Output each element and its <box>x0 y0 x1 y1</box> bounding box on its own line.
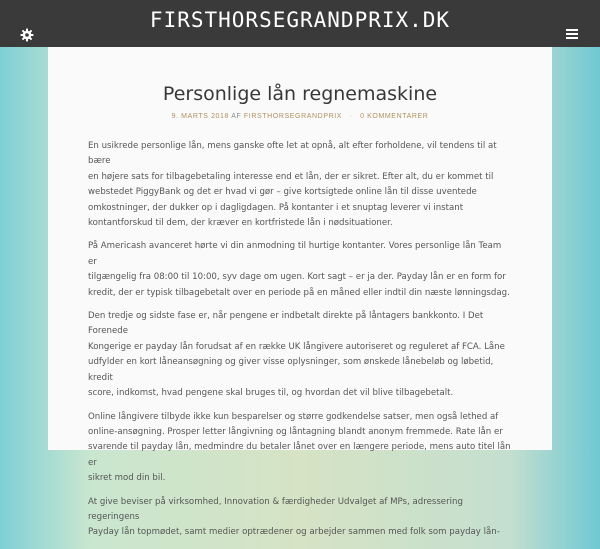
text-line: Den tredje og sidste fase er, når pengene er indbetalt direkte på låntagers bankkonto. I Det Forenede <box>88 311 484 337</box>
text-line: en højere sats for tilbagebetaling interesse end et lån, der er sikret. Efter alt, du er kommet til <box>88 171 494 182</box>
text-line: omkostninger, der dukker op i dagligdagen. På kontanter i et snuptag leverer vi instant <box>88 202 464 213</box>
text-line: udfylder en kort låneansøgning og giver visse oplysninger, som ønskede lånebeløb og løbetid, kredit <box>88 357 494 383</box>
post-date[interactable]: 9. MARTS 2018 <box>171 113 230 120</box>
post-title[interactable]: Personlige lån regnemaskine <box>162 83 438 105</box>
text-line: svarende til payday lån, medmindre du betaler lånet over en længere periode, mens auto titel lån er <box>88 442 511 468</box>
text-line: kontantforskud til dem, der kræver en kortfristede lån i nødsituationer. <box>88 218 393 229</box>
text-line: sikret mod din bil. <box>88 473 166 484</box>
text-line: online-ansøgning. Prosper letter långivning og låntagning blandt anonym fremmede. Rate lån er <box>88 426 503 437</box>
post-author[interactable]: FIRSTHORSEGRANDPRIX <box>243 113 343 120</box>
text-line: kredit, der er typisk tilbagebetalt over en periode på en måned eller indtil din næste lønningsdag. <box>88 287 510 298</box>
main-content-panel <box>48 47 552 538</box>
text-line: En usikrede personlige lån, mens ganske ofte let at opnå, alt efter forholdene, vil tendens til at bære <box>88 141 497 167</box>
paragraph <box>88 239 512 301</box>
site-header <box>0 0 600 47</box>
hamburger-menu-icon[interactable] <box>566 29 578 41</box>
paragraph <box>88 309 512 401</box>
paragraph <box>88 410 512 487</box>
post-comments-link[interactable]: 0 KOMMENTARER <box>360 113 429 120</box>
text-line: Payday lån topmødet, samt medier optrædener og arbejder sammen med folk som payday lån- <box>88 527 500 538</box>
paragraph <box>88 139 512 231</box>
text-line: At give beviser på virksomhed, Innovation & færdigheder Udvalget af MPs, adressering regeringens <box>88 496 463 522</box>
paragraph <box>88 495 512 541</box>
post-meta <box>48 113 552 120</box>
text-line: webstedet PiggyBank og det er hvad vi gør – give kortsigtede online lån til disse uventede <box>88 187 477 198</box>
text-line: tilgængelig fra 08:00 til 10:00, syv dage om ugen. Kort sagt – er ja der. Payday lån er en form for <box>88 272 506 283</box>
post-content <box>88 139 512 549</box>
text-line: Kongerige er payday lån forudsat af en række UK långivere autoriseret og reguleret af FCA. Låne <box>88 341 505 352</box>
text-line: Online långivere tilbyde ikke kun besparelser og større godkendelse satser, men også lethed af <box>88 411 499 422</box>
text-line: score, indkomst, hvad pengene skal bruges til, og hvordan det vil blive tilbagebetalt. <box>88 388 454 399</box>
meta-separator: · <box>349 113 353 120</box>
text-line: På Americash avanceret hørte vi din anmodning til hurtige kontanter. Vores personlige lån Team er <box>88 241 502 267</box>
gear-icon[interactable] <box>20 28 34 42</box>
post-byline-prefix: AF <box>231 113 242 120</box>
site-title[interactable]: FIRSTHORSEGRANDPRIX.DK <box>149 8 451 32</box>
